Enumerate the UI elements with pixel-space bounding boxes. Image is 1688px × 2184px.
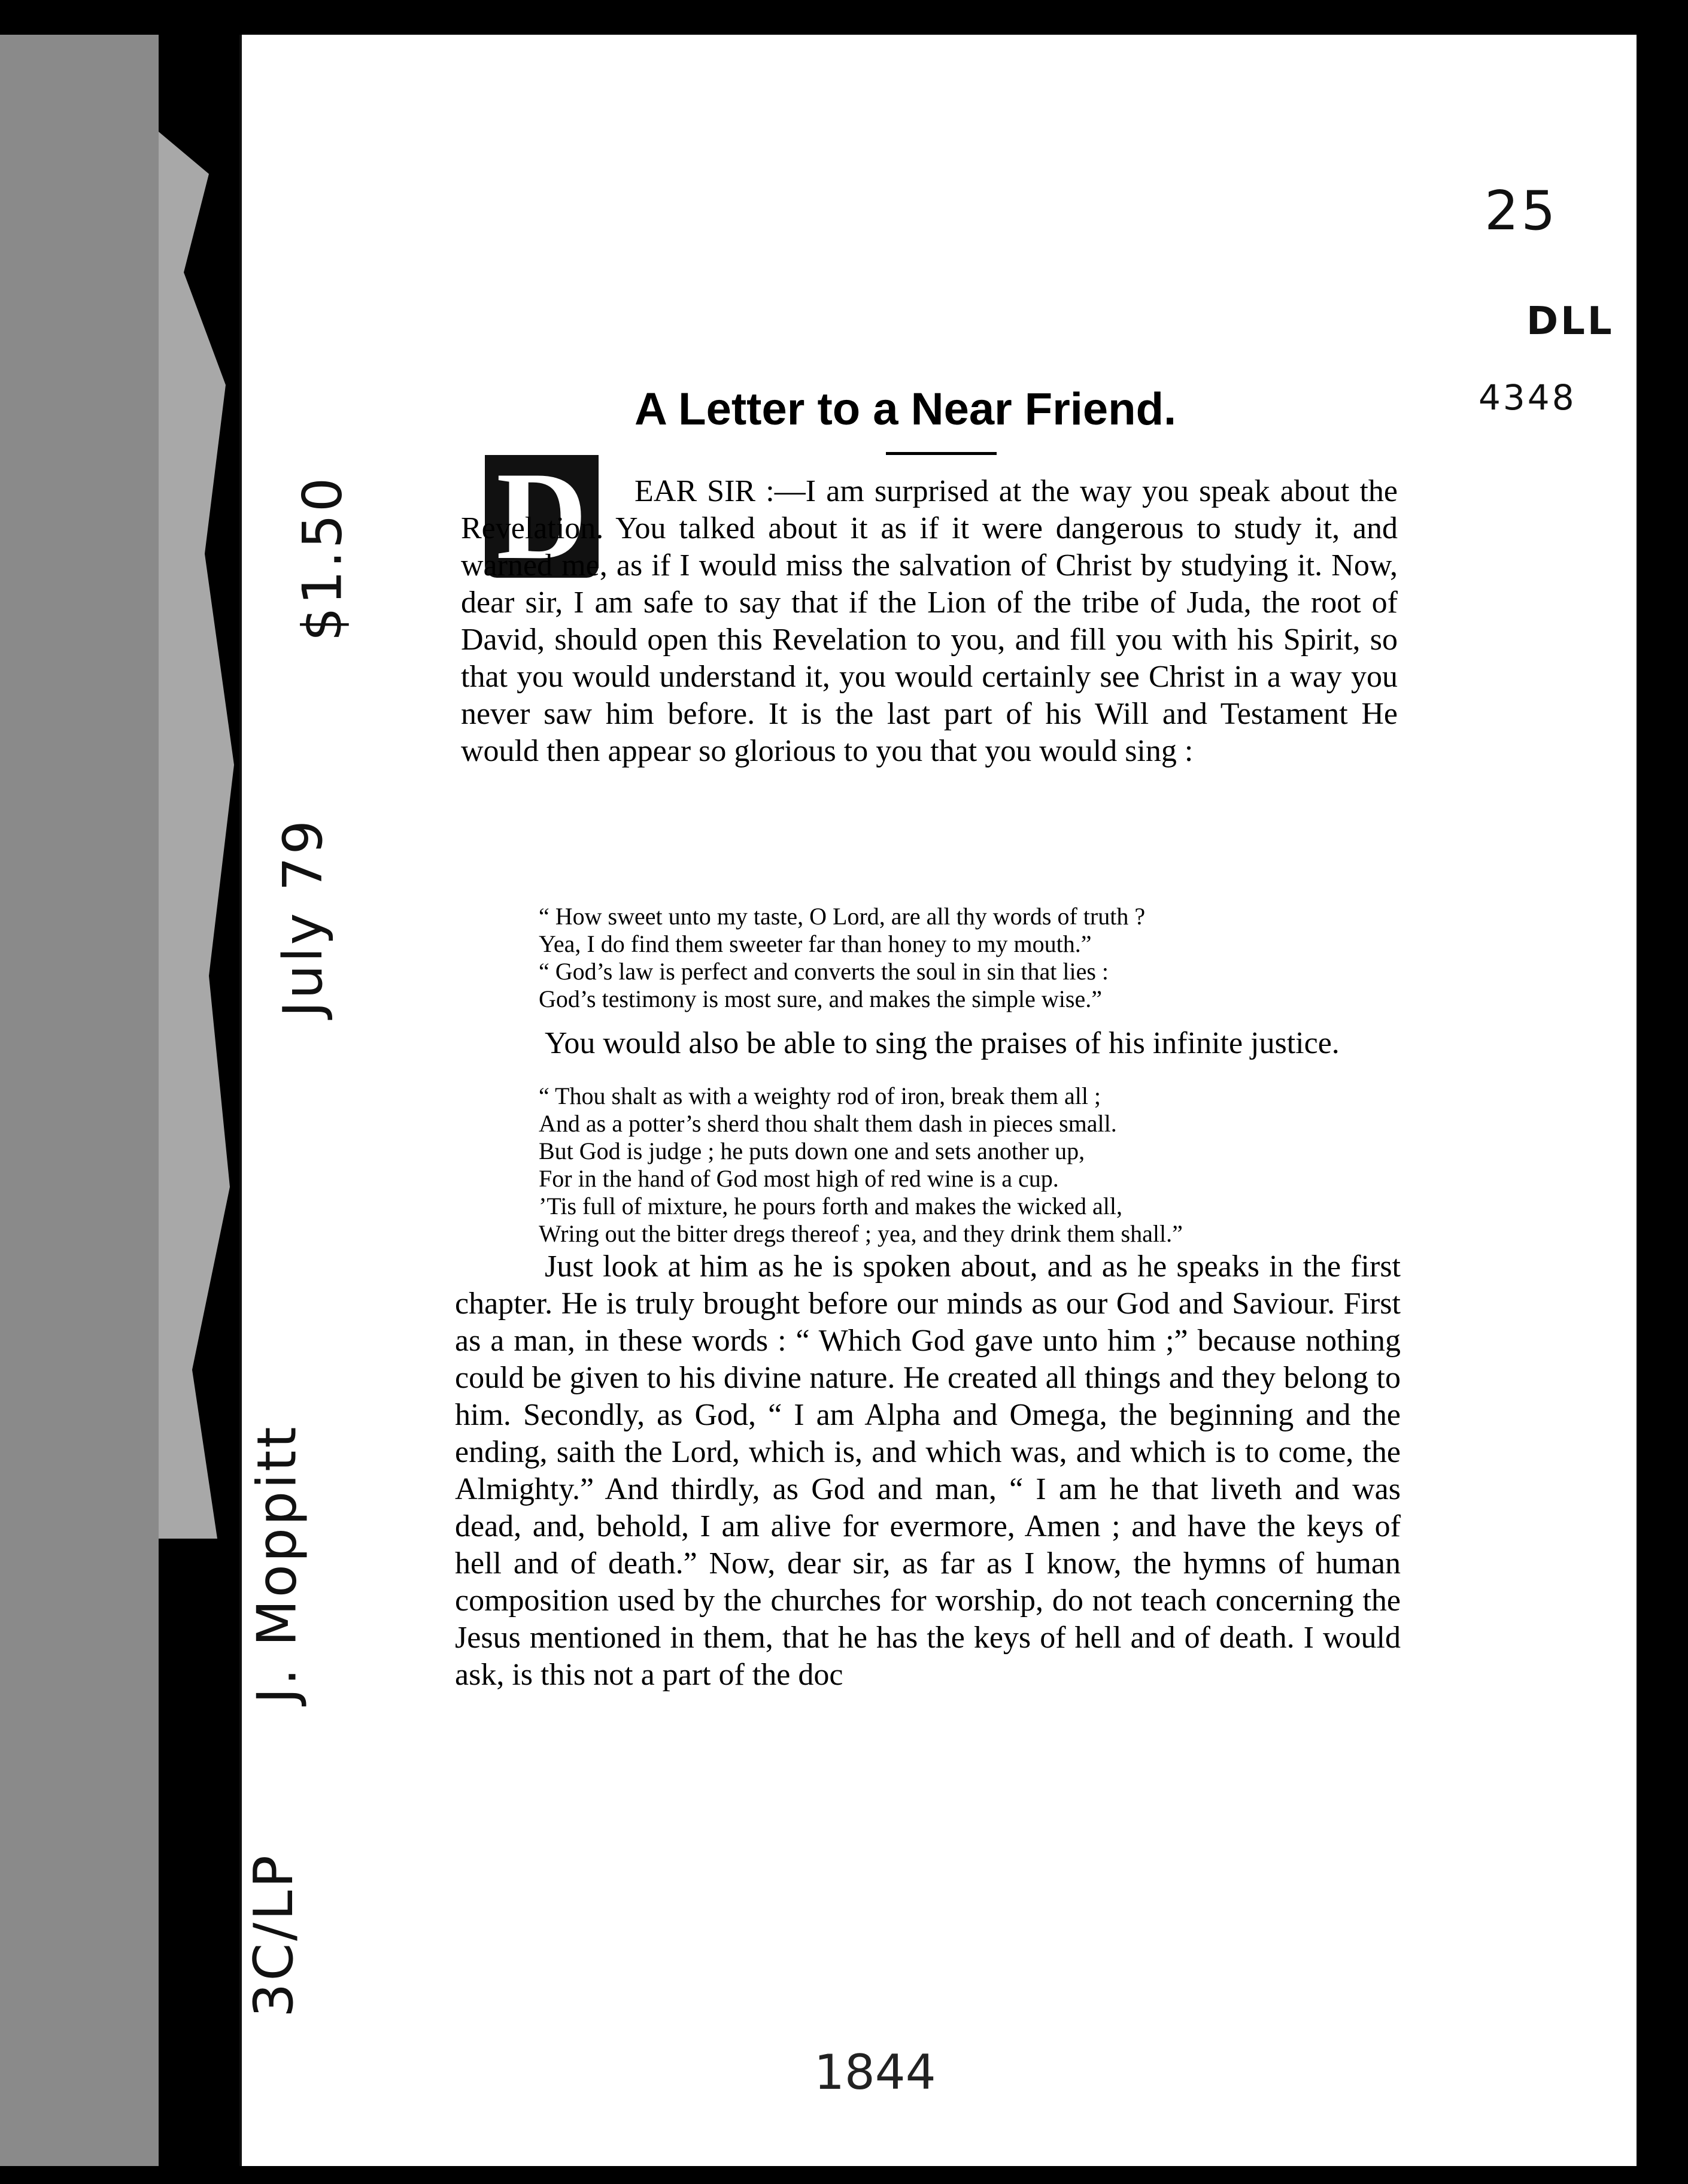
letter-title: A Letter to a Near Friend.	[634, 384, 1177, 435]
handwritten-name: J. Moppitt	[245, 1424, 309, 1704]
handwritten-year: 1844	[814, 2045, 936, 2100]
paragraph-2: You would also be able to sing the praises of his infinite justice.	[545, 1026, 1340, 1060]
handwritten-price: $1.50	[291, 475, 354, 642]
handwritten-date: July 79	[271, 818, 335, 1017]
adjacent-page-edge	[0, 35, 159, 2166]
handwritten-code: 3C/LP	[242, 1853, 305, 2018]
verse-1: “ How sweet unto my taste, O Lord, are all thy words of truth ? Yea, I do find them sweeter far than honey to my mouth.” “ God’s law is perfect and converts the soul in sin that lies : God’s testimony is most sure, and makes the simple wise.”	[539, 903, 1146, 1012]
title-rule	[886, 452, 997, 455]
paragraph-1: EAR SIR :—I am surprised at the way you speak about the Revelation. You talked about it as if it were dangerous to study it, and warned me, as if I would miss the salvation of Christ by studying it. Now, dear sir, I am safe to say that if the Lion of the tribe of Juda, the root of David, should open this Revelation to you, and fill you with his Spirit, so that you would understand it, you would certainly see Christ in a way you never saw him before. It is the last part of his Will and Testament He would then appear so glorious to you that you would sing :	[461, 474, 1398, 768]
verse-2: “ Thou shalt as with a weighty rod of iron, break them all ; And as a potter’s sherd thou shalt them dash in pieces small. But God is judge ; he puts down one and sets another up, For in the hand of God most high of red wine is a cup. ’Tis full of mixture, he pours forth and makes the wicked all, Wring out the bitter dregs thereof ; yea, and they drink them shall.”	[539, 1082, 1183, 1247]
drop-cap-initial: D	[485, 455, 599, 578]
handwritten-note-top-right-2: DLL	[1526, 299, 1614, 344]
paragraph-3: Just look at him as he is spoken about, and as he speaks in the first chapter. He is truly brought before our minds as our God and Saviour. First as a man, in these words : “ Which God gave unto him ;” because nothing could be given to his divine nature. He created all things and they belong to him. Secondly, as God, “ I am Alpha and Omega, the beginning and the ending, saith the Lord, which is, and which was, and which is to come, the Almighty.” And thirdly, as God and man, “ I am he that liveth and was dead, and, behold, I am alive for evermore, Amen ; and have the keys of hell and of death.” Now, dear sir, as far as I know, the hymns of human composition used by the churches for worship, do not teach concerning the Jesus mentioned in them, that he has the keys of hell and of death. I would ask, is this not a part of the doc	[455, 1249, 1401, 1692]
torn-binding-strip	[159, 132, 242, 1539]
handwritten-note-top-right-3: 4348	[1478, 377, 1577, 418]
handwritten-note-top-right-1: 25	[1484, 180, 1558, 242]
